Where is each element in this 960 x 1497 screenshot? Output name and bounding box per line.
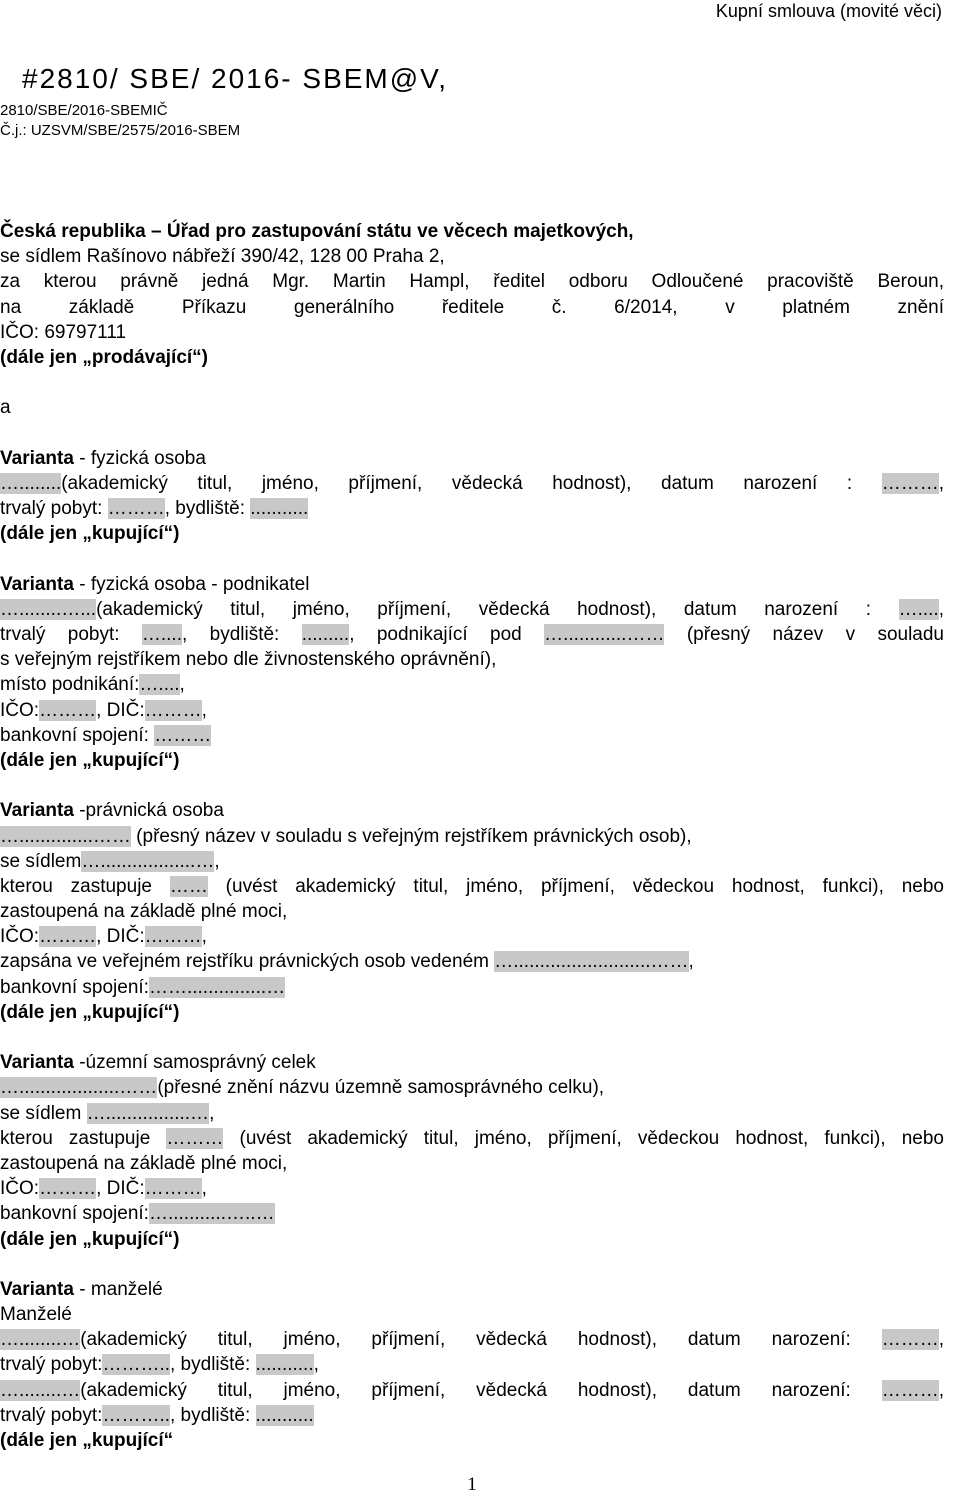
conjunction-and: a xyxy=(0,397,11,419)
text: bankovní spojení: xyxy=(0,1203,149,1225)
variant-natural-person-role: (dále jen „kupující“) xyxy=(0,523,180,545)
seller-name: Česká republika – Úřad pro zastupování státu ve věcech majetkových, xyxy=(0,221,634,242)
fill-field[interactable]: ….... xyxy=(141,624,182,645)
text: IČO: xyxy=(0,926,40,948)
text: bankovní spojení: xyxy=(0,724,155,746)
text: , DIČ: xyxy=(96,699,145,721)
fill-field[interactable]: ….... xyxy=(139,674,180,696)
text: IČO: xyxy=(0,699,40,721)
variant-municipality-role: (dále jen „kupující“) xyxy=(0,1228,180,1250)
fill-field[interactable]: …........…... xyxy=(0,598,97,620)
text: zapsána ve veřejném rejstříku právnických osob vedeném xyxy=(0,951,495,973)
text: (uvést akademický titul, jméno, příjmení, vědeckou hodnost, funkci), nebo xyxy=(223,1127,944,1149)
fill-field[interactable]: …................… xyxy=(86,1102,210,1124)
text: (uvést akademický titul, jméno, příjmení, vědeckou hodnost, funkci), nebo xyxy=(207,875,944,897)
variant-entrepreneur-role: (dále jen „kupující“) xyxy=(0,749,180,771)
text: (přesné znění názvu územně samosprávného celku), xyxy=(157,1077,605,1099)
variant-municipality-line3 xyxy=(0,1126,944,1151)
text: se sídlem xyxy=(0,1102,87,1124)
fill-field[interactable]: ……… xyxy=(144,1178,202,1200)
variant-natural-person-line1 xyxy=(0,471,944,496)
fill-field[interactable]: ….... xyxy=(898,598,939,620)
variant-spouses-line3 xyxy=(0,1378,944,1403)
text: trvalý pobyt: xyxy=(0,1354,103,1376)
fill-field[interactable]: ……… xyxy=(144,926,202,948)
variant-legal-entity-line2 xyxy=(0,849,944,874)
variant-spouses-line4 xyxy=(0,1403,944,1428)
fill-field[interactable]: …........… xyxy=(0,1379,81,1401)
document-reference-number: Č.j.: UZSVM/SBE/2575/2016-SBEM xyxy=(0,122,241,139)
fill-field[interactable]: …...........…..… xyxy=(148,1203,275,1225)
variant-legal-entity-line6 xyxy=(0,949,944,974)
variant-entrepreneur-line2 xyxy=(0,622,944,647)
text: , DIČ: xyxy=(96,1178,145,1200)
fill-field[interactable]: …..........................…… xyxy=(494,951,689,973)
fill-field[interactable]: …...................…… xyxy=(0,1077,158,1099)
text: , podnikající pod xyxy=(349,624,545,645)
text: (přesný název v souladu xyxy=(664,624,945,645)
variant-type: - fyzická osoba xyxy=(73,447,206,469)
fill-field[interactable]: ……… xyxy=(39,926,97,948)
seller-authorization: na základě Příkazu generálního ředitele č. 6/2014, v platném znění xyxy=(0,296,944,318)
variant-municipality-line1 xyxy=(0,1075,944,1100)
variant-natural-person-heading xyxy=(0,446,944,471)
text: , xyxy=(938,472,944,494)
variant-type: -právnická osoba xyxy=(73,800,224,822)
text: , xyxy=(179,674,185,696)
document-code-secondary: 2810/SBE/2016-SBEMIČ xyxy=(0,102,168,119)
variant-municipality-line4: zastoupená na základě plné moci, xyxy=(0,1152,288,1174)
variant-municipality-line2 xyxy=(0,1101,944,1126)
text: , bydliště: xyxy=(170,1354,256,1376)
variant-spouses-role: (dále jen „kupující“ xyxy=(0,1430,174,1451)
text: , bydliště: xyxy=(182,624,302,645)
fill-field[interactable]: ……….. xyxy=(102,1354,170,1376)
fill-field[interactable]: ......... xyxy=(301,624,350,645)
variant-label: Varianta xyxy=(0,800,74,822)
text: , xyxy=(201,1178,207,1200)
fill-field[interactable]: ........... xyxy=(250,498,309,520)
text: , xyxy=(688,951,694,973)
fill-field[interactable]: ……… xyxy=(39,699,97,721)
fill-field[interactable]: …..................… xyxy=(81,850,215,872)
variant-label: Varianta xyxy=(0,1278,74,1300)
text: , xyxy=(201,699,207,721)
variant-type: - manželé xyxy=(73,1278,163,1300)
document-code-primary: #2810/ SBE/ 2016- SBEM@V, xyxy=(22,63,449,94)
fill-field[interactable]: …........… xyxy=(0,1329,81,1351)
fill-field[interactable]: ……...............… xyxy=(148,976,286,998)
text: , bydliště: xyxy=(164,498,251,520)
fill-field[interactable]: ……… xyxy=(144,699,202,721)
document-header-title: Kupní smlouva (movité věci) xyxy=(715,1,942,21)
variant-label: Varianta xyxy=(0,447,74,469)
seller-representative: za kterou právně jedná Mgr. Martin Hampl, ředitel odboru Odloučené pracoviště Beroun, xyxy=(0,271,944,293)
text: , xyxy=(201,926,207,948)
contract-parties xyxy=(0,219,944,1453)
variant-municipality-line5 xyxy=(0,1176,944,1201)
fill-field[interactable]: …… xyxy=(169,875,208,897)
variant-type: - fyzická osoba - podnikatel xyxy=(73,573,310,595)
variant-entrepreneur-line6 xyxy=(0,723,944,748)
fill-field[interactable]: ……… xyxy=(881,1329,939,1351)
seller-ico: IČO: 69797111 xyxy=(0,321,127,343)
text: , xyxy=(209,1102,215,1124)
seller-role: (dále jen „prodávající“) xyxy=(0,346,208,368)
fill-field[interactable]: ........... xyxy=(255,1404,314,1426)
page-number: 1 xyxy=(467,1474,477,1495)
variant-label: Varianta xyxy=(0,573,74,595)
variant-entrepreneur-line5 xyxy=(0,698,944,723)
fill-field[interactable]: ……… xyxy=(881,1379,939,1401)
variant-municipality-line6 xyxy=(0,1201,944,1226)
variant-type: -územní samosprávný celek xyxy=(73,1052,316,1074)
fill-field[interactable]: …........ xyxy=(0,472,62,494)
variant-legal-entity-role: (dále jen „kupující“) xyxy=(0,1001,180,1023)
text: (přesný název v souladu s veřejným rejstříkem právnických osob), xyxy=(130,825,692,847)
variant-entrepreneur-heading xyxy=(0,572,944,597)
variant-entrepreneur-line1 xyxy=(0,597,944,622)
variant-entrepreneur-line3: s veřejným rejstříkem nebo dle živnostenského oprávnění), xyxy=(0,649,497,671)
fill-field[interactable]: ……… xyxy=(154,724,212,746)
text: trvalý pobyt: xyxy=(0,498,108,520)
text: , DIČ: xyxy=(96,926,145,948)
fill-field[interactable]: ……… xyxy=(107,498,165,520)
variant-municipality-heading xyxy=(0,1050,944,1075)
variant-legal-entity-heading xyxy=(0,798,944,823)
text: (akademický titul, jméno, příjmení, vědecká hodnost), datum narození : xyxy=(96,598,872,620)
fill-field[interactable]: ……… xyxy=(39,1178,97,1200)
text: IČO: xyxy=(0,1178,40,1200)
variant-spouses-subheading: Manželé xyxy=(0,1304,72,1326)
variant-natural-person-line2 xyxy=(0,496,944,521)
text: bankovní spojení: xyxy=(0,976,149,998)
variant-spouses-heading xyxy=(0,1277,944,1302)
fill-field[interactable]: ……… xyxy=(166,1127,224,1149)
variant-legal-entity-line1 xyxy=(0,824,944,849)
text: (akademický titul, jméno, příjmení, vědecká hodnost), datum narození : xyxy=(61,472,853,494)
text: trvalý pobyt: xyxy=(0,624,142,645)
text: kterou zastupuje xyxy=(0,1127,167,1149)
text: se sídlem xyxy=(0,850,82,872)
text: , xyxy=(938,1329,944,1351)
variant-spouses-line2 xyxy=(0,1352,944,1377)
text: , xyxy=(313,1354,319,1376)
text: (akademický titul, jméno, příjmení, vědecká hodnost), datum narození: xyxy=(80,1379,851,1401)
fill-field[interactable]: …............…… xyxy=(544,624,665,645)
variant-legal-entity-line7 xyxy=(0,975,944,1000)
text: trvalý pobyt: xyxy=(0,1404,103,1426)
seller-address: se sídlem Rašínovo nábřeží 390/42, 128 00 Praha 2, xyxy=(0,246,445,268)
text: místo podnikání: xyxy=(0,674,140,696)
variant-spouses-line1 xyxy=(0,1327,944,1352)
fill-field[interactable]: ……… xyxy=(881,472,939,494)
text: kterou zastupuje xyxy=(0,875,170,897)
text: , xyxy=(938,1379,944,1401)
fill-field[interactable]: …..............…… xyxy=(0,825,131,847)
variant-legal-entity-line4: zastoupená na základě plné moci, xyxy=(0,901,288,923)
fill-field[interactable]: ........... xyxy=(255,1354,314,1376)
text: (akademický titul, jméno, příjmení, vědecká hodnost), datum narození: xyxy=(80,1329,851,1351)
variant-entrepreneur-line4 xyxy=(0,672,944,697)
text: , xyxy=(938,598,944,620)
text: , xyxy=(214,850,220,872)
variant-legal-entity-line3 xyxy=(0,874,944,899)
variant-legal-entity-line5 xyxy=(0,924,944,949)
variant-label: Varianta xyxy=(0,1052,74,1074)
text: , bydliště: xyxy=(170,1404,256,1426)
fill-field[interactable]: ……….. xyxy=(102,1404,170,1426)
